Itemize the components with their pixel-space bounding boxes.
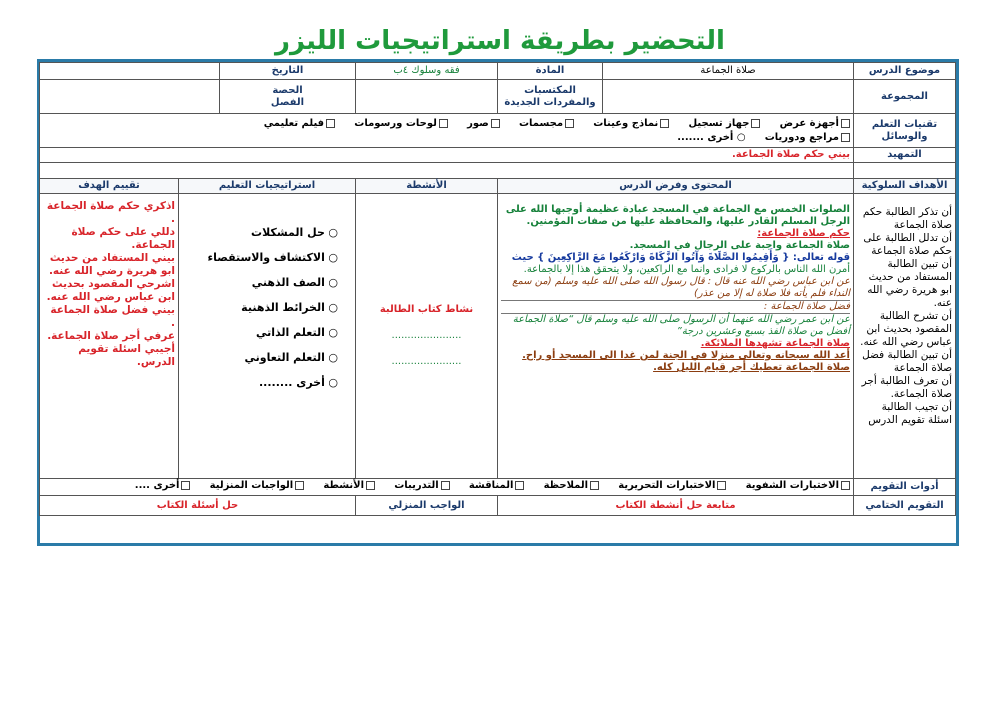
objective-item: أن تشرح الطالبة المقصود بحديث ابن عباس رضي الله عنه.: [860, 310, 952, 348]
tech-item[interactable]: جهاز تسجيل: [689, 118, 761, 129]
final-value: متابعة حل أنشطة الكتاب: [498, 496, 854, 516]
spacer-row: [40, 163, 854, 179]
homework-label: الواجب المنزلي: [356, 496, 498, 516]
date-label: التاريخ: [220, 63, 356, 80]
assessment-cell: [40, 194, 179, 479]
col-objectives: الأهداف السلوكية: [854, 179, 956, 194]
intro-label: التمهيد: [854, 148, 956, 163]
tech-item[interactable]: أجهزة عرض: [780, 118, 850, 129]
eval-tool-item[interactable]: الاختبارات الشفوية: [746, 480, 850, 491]
course-value: فقه وسلوك ٤ب: [356, 63, 498, 80]
strategy-item[interactable]: ○ الاكتشاف والاستقصاء: [182, 252, 338, 264]
lesson-plan-frame: [37, 59, 959, 546]
assessment-item: دللي على حكم صلاة الجماعة.: [71, 226, 175, 251]
class-label: الفصل: [270, 96, 305, 108]
period-class-values: [40, 80, 220, 114]
col-assessment: تقييم الهدف: [40, 179, 179, 194]
lesson-plan-table: [39, 62, 956, 516]
activities-cell: [356, 194, 498, 479]
eval-tools-checklist: [40, 479, 854, 496]
assessment-item: بيني فضل صلاة الجماعة .: [50, 304, 175, 329]
eval-tool-item[interactable]: الواجبات المنزلية: [210, 480, 305, 491]
group-value: [603, 80, 854, 114]
strategy-item[interactable]: ○ التعلم التعاوني: [182, 352, 338, 364]
objective-item: أن تعرف الطالبة أجر صلاة الجماعة.: [861, 375, 952, 400]
tech-item[interactable]: ○ أخرى .......: [677, 132, 746, 143]
intro-value: بيني حكم صلاة الجماعة.: [40, 148, 854, 163]
virtue-line: صلاة الجماعة تعطيك أجر قيام الليل كله.: [653, 362, 850, 373]
assessment-item: عرفي أجر صلاة الجماعة.: [47, 330, 175, 342]
ruling-text: صلاة الجماعة واجبة على الرجال في المسجد.: [629, 240, 850, 251]
eval-tool-item[interactable]: الاختبارات التحريرية: [618, 480, 726, 491]
assessment-item: بيني المستفاد من حديث ابو هريرة رضي الله عنه.: [48, 252, 175, 277]
tech-item[interactable]: فيلم تعليمي: [264, 118, 335, 129]
group-label: المجموعة: [854, 80, 956, 114]
col-strategies: استراتيجيات التعليم: [179, 179, 356, 194]
strategy-item[interactable]: ○ الخرائط الذهنية: [182, 302, 338, 314]
objective-item: أن تدلل الطالبة على حكم صلاة الجماعة: [863, 232, 952, 257]
virtue-line: أعد الله سبحانه وتعالى منزلا في الجنة لمن غدا الى المسجد أو راح.: [522, 350, 850, 361]
assessment-item: أجيبي اسئلة تقويم الدرس.: [78, 343, 175, 368]
period-label: الحصة: [272, 84, 303, 96]
eval-tool-item[interactable]: أخرى ....: [135, 480, 191, 491]
tech-item[interactable]: مراجع ودوريات: [765, 132, 850, 143]
tech-item[interactable]: نماذج وعينات: [593, 118, 669, 129]
strategies-list: [182, 227, 352, 389]
course-label: المادة: [498, 63, 603, 80]
homework-value: حل أسئلة الكتاب: [40, 496, 356, 516]
verse-note: أمرن الله الناس بالركوع لا فرادى وانما مع الراكعين، ولا يتحقق هذا إلا بالجماعة.: [523, 264, 850, 275]
tech-checklist: [40, 114, 854, 148]
virtue-line: صلاة الجماعة تشهدها الملائكة.: [700, 338, 850, 349]
content-cell: [498, 194, 854, 479]
eval-tools-label: أدوات التقويم: [854, 479, 956, 496]
verse-text: قوله تعالى: { وَأَقِيمُوا الصَّلَاةَ وَآتُوا الزَّكَاةَ وَارْكَعُوا مَعَ الرَّاكِعِينَ } حيث: [511, 252, 850, 263]
vocab-label: المكتسبات والمفردات الجديدة: [498, 80, 603, 114]
eval-tool-item[interactable]: الأنشطة: [323, 480, 375, 491]
objectives-cell: [854, 194, 956, 479]
activity-title: نشاط كتاب الطالبة: [379, 304, 474, 315]
strategy-item[interactable]: ○ أخرى ........: [182, 377, 338, 389]
vocab-value: [356, 80, 498, 114]
tech-item[interactable]: صور: [467, 118, 500, 129]
strategy-item[interactable]: ○ التعلم الذاتي: [182, 327, 338, 339]
tech-item[interactable]: مجسمات: [519, 118, 574, 129]
eval-tool-item[interactable]: الملاحظة: [544, 480, 600, 491]
subject-value: صلاة الجماعة: [603, 63, 854, 80]
hadith-one: عن ابن عباس رضي الله عنه قال : قال رسول الله صلى الله عليه وسلم (من سمع النداء فلم يأته فلا صلاة له إلا من عذر): [501, 276, 850, 301]
assessment-item: اذكري حكم صلاة الجماعة .: [46, 200, 175, 225]
tech-item[interactable]: لوحات ورسومات: [354, 118, 448, 129]
col-activities: الأنشطة: [356, 179, 498, 194]
strategies-cell: [179, 194, 356, 479]
col-content: المحتوى وفرض الدرس: [498, 179, 854, 194]
content-intro: الصلوات الخمس مع الجماعة في المسجد عبادة عظيمة أوجبها الله على الرجل المسلم القادر عليها، والمحافظة عليها من صفات المؤمنين.: [505, 204, 850, 227]
strategy-item[interactable]: ○ حل المشكلات: [182, 227, 338, 239]
final-label: التقويم الختامي: [854, 496, 956, 516]
objective-item: أن تذكر الطالبة حكم صلاة الجماعة: [862, 206, 952, 231]
activity-dots: ......................: [391, 330, 462, 341]
assessment-item: اشرحي المقصود بحديث ابن عباس رضي الله عنه.: [46, 278, 175, 303]
ruling-title: حكم صلاة الجماعة:: [757, 228, 850, 239]
period-class-labels: [220, 80, 356, 114]
page-title: التحضير بطريقة استراتيجيات الليزر: [275, 26, 725, 56]
eval-tool-item[interactable]: المناقشة: [469, 480, 525, 491]
strategy-item[interactable]: ○ الصف الذهني: [182, 277, 338, 289]
subject-label: موضوع الدرس: [854, 63, 956, 80]
objective-item: أن تجيب الطالبة اسئلة تقويم الدرس: [868, 401, 952, 426]
hadith-two: عن ابن عمر رضي الله عنهما أن الرسول صلى الله عليه وسلم قال “صلاة الجماعة أفضل من صلاة الفذ بسبع وعشرين درجة”: [512, 314, 850, 337]
objective-item: أن تبين الطالبة المستفاد من حديث ابو هريرة رضي الله عنه.: [867, 258, 952, 309]
objective-item: أن تبين الطالبة فضل صلاة الجماعة: [862, 349, 952, 374]
eval-tool-item[interactable]: التدريبات: [394, 480, 449, 491]
activity-dots: ......................: [391, 356, 462, 367]
virtue-title: فضل صلاة الجماعة :: [501, 301, 850, 314]
date-value: [40, 63, 220, 80]
spacer-cell: [854, 163, 956, 179]
tech-label: تقنيات التعلم والوسائل: [854, 114, 956, 148]
